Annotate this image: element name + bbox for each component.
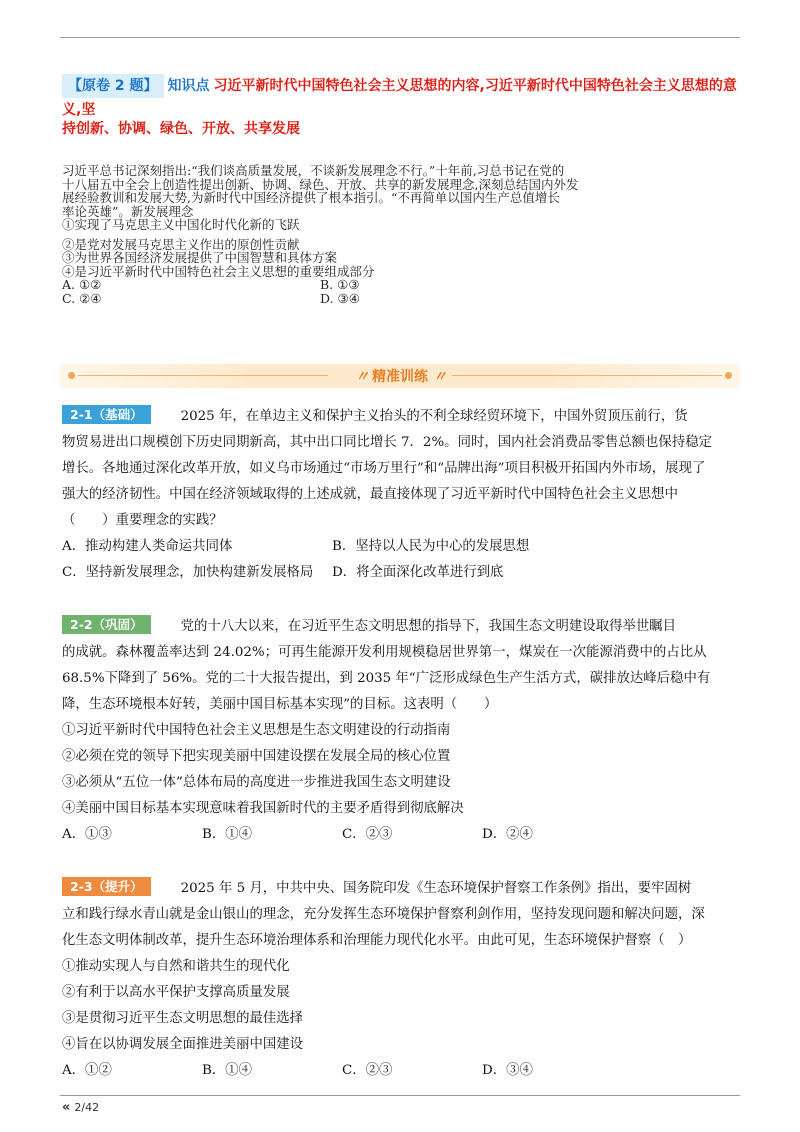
original-stem-line: 习近平总书记深刻指出:“我们谈高质量发展，不谈新发展理念不行。”十年前,习总书记在党的: [62, 163, 565, 178]
question-2-3: [62, 876, 742, 1084]
option-d: D．②④: [482, 827, 533, 842]
option-c: C．②③: [342, 827, 393, 842]
divider-dot-icon: [725, 372, 732, 379]
page-number: 2/42: [74, 1101, 100, 1114]
section-title: 精准训练: [372, 369, 428, 385]
bottom-rule: [60, 1095, 740, 1096]
level-badge: 2-1（基础）: [62, 405, 151, 424]
option-d: D．③④: [482, 1063, 533, 1078]
option-b: B．坚持以人民为中心的发展思想: [332, 539, 530, 554]
original-stem-line: 十八届五中全会上创造性提出创新、协调、绿色、开放、共享的新发展理念,深刻总结国内外发: [62, 176, 579, 192]
original-item: ①实现了马克思主义中国化时代化新的飞跃: [62, 217, 300, 232]
option-d: D．将全面深化改革进行到底: [332, 565, 504, 580]
question-line: 强大的经济韧性。中国在经济领域取得的上述成就，最直接体现了习近平新时代中国特色社会主义思想中: [62, 487, 678, 502]
knowledge-point-label: 知识点: [167, 78, 210, 94]
feather-icon: 〃: [355, 369, 368, 385]
options-row: [62, 822, 742, 848]
question-line: 68.5%下降到了 56%。党的二十大报告提出，到 2035 年“广泛形成绿色生产生活方式，碳排放达峰后稳中有: [62, 671, 711, 686]
question-line: 化生态文明体制改革，提升生态环境治理体系和治理能力现代化水平。由此可见，生态环境保护督察（ ）: [62, 933, 692, 948]
option-a: A．①③: [62, 827, 112, 842]
statement-item: ②有利于以高水平保护支撑高质量发展: [62, 985, 290, 1000]
original-option: D. ③④: [320, 290, 360, 306]
level-badge: 2-2（巩固）: [62, 615, 151, 634]
original-item: ②是党对发展马克思主义作出的原创性贡献: [62, 236, 300, 252]
statement-item: ④美丽中国目标基本实现意味着我国新时代的主要矛盾得到彻底解决: [62, 801, 464, 816]
original-item: ④是习近平新时代中国特色社会主义思想的重要组成部分: [62, 263, 375, 279]
option-a: A．推动构建人类命运共同体: [62, 539, 233, 554]
original-option: A. ①②: [62, 277, 102, 292]
question-line: （ ）重要理念的实践？: [62, 513, 223, 528]
option-c: C．坚持新发展理念，加快构建新发展格局: [62, 565, 314, 580]
original-options-row: [62, 292, 622, 306]
options-row: [62, 560, 742, 586]
question-line: 的成就。森林覆盖率达到 24.02%；可再生能源开发利用规模稳居世界第一，煤炭在一次能源消费中的占比从: [62, 645, 707, 660]
top-rule: [60, 37, 740, 38]
question-line: 立和践行绿水青山就是金山银山的理念，充分发挥生态环境保护督察利剑作用，坚持发现问题和解决问题，深: [62, 907, 705, 922]
statement-item: ③是贯彻习近平生态文明思想的最佳选择: [62, 1011, 304, 1026]
page-footer: [62, 1100, 99, 1115]
original-item: ③为世界各国经济发展提供了中国智慧和具体方案: [62, 250, 338, 265]
question-line: 党的十八大以来，在习近平生态文明思想的指导下，我国生态文明建设取得举世瞩目: [180, 619, 677, 634]
question-line: 降，生态环境根本好转，美丽中国目标基本实现”的目标。这表明（ ）: [62, 697, 498, 712]
question-2-2: [62, 614, 742, 848]
original-question-tag: 【原卷 2 题】: [62, 74, 164, 98]
original-question: [62, 164, 622, 305]
option-a: A．①②: [62, 1063, 112, 1078]
knowledge-point-text-cont: 持创新、协调、绿色、开放、共享发展: [62, 121, 300, 137]
question-line: 增长。各地通过深化改革开放，如义乌市场通过“市场万里行”和“品牌出海”项目积极开拓国内外市场，展现了: [62, 461, 706, 476]
knowledge-point-text: 习近平新时代中国特色社会主义思想的内容,习近平新时代中国特色社会主义思想的意义,坚: [62, 78, 737, 118]
option-b: B．①④: [202, 827, 253, 842]
statement-item: ①推动实现人与自然和谐共生的现代化: [62, 959, 290, 974]
statement-item: ③必须从“五位一体”总体布局的高度进一步推进我国生态文明建设: [62, 775, 451, 790]
question-header: [62, 74, 752, 122]
original-stem-line: 展经验教训和发展大势,为新时代中国经济提供了根本指引。“不再简单以国内生产总值增长: [62, 190, 560, 205]
option-b: B．①④: [202, 1063, 253, 1078]
question-line: 物贸易进出口规模创下历史同期新高，其中出口同比增长 7．2%。同时，国内社会消费品零售总额也保持稳定: [62, 435, 712, 450]
original-option: C. ②④: [62, 290, 102, 306]
statement-item: ④旨在以协调发展全面推进美丽中国建设: [62, 1037, 304, 1052]
option-c: C．②③: [342, 1063, 393, 1078]
statement-item: ②必须在党的领导下把实现美丽中国建设摆在发展全局的核心位置: [62, 749, 451, 764]
original-options-row: [62, 278, 622, 292]
level-badge: 2-3（提升）: [62, 877, 151, 896]
feather-icon: 〃: [432, 369, 445, 385]
options-row: [62, 1058, 742, 1084]
original-stem-line: 率论英雄”。新发展理念: [62, 203, 194, 219]
statement-item: ①习近平新时代中国特色社会主义思想是生态文明建设的行动指南: [62, 723, 451, 738]
options-row: [62, 534, 742, 560]
question-2-1: [62, 404, 742, 586]
question-line: 2025 年，在单边主义和保护主义抬头的不利全球经贸环境下，中国外贸顶压前行，货: [180, 409, 688, 424]
double-chevron-left-icon: «: [62, 1100, 69, 1115]
section-divider: [60, 364, 740, 388]
question-line: 2025 年 5 月，中共中央、国务院印发《生态环境保护督察工作条例》指出，要牢固树: [180, 881, 692, 896]
original-option: B. ①③: [320, 277, 360, 292]
